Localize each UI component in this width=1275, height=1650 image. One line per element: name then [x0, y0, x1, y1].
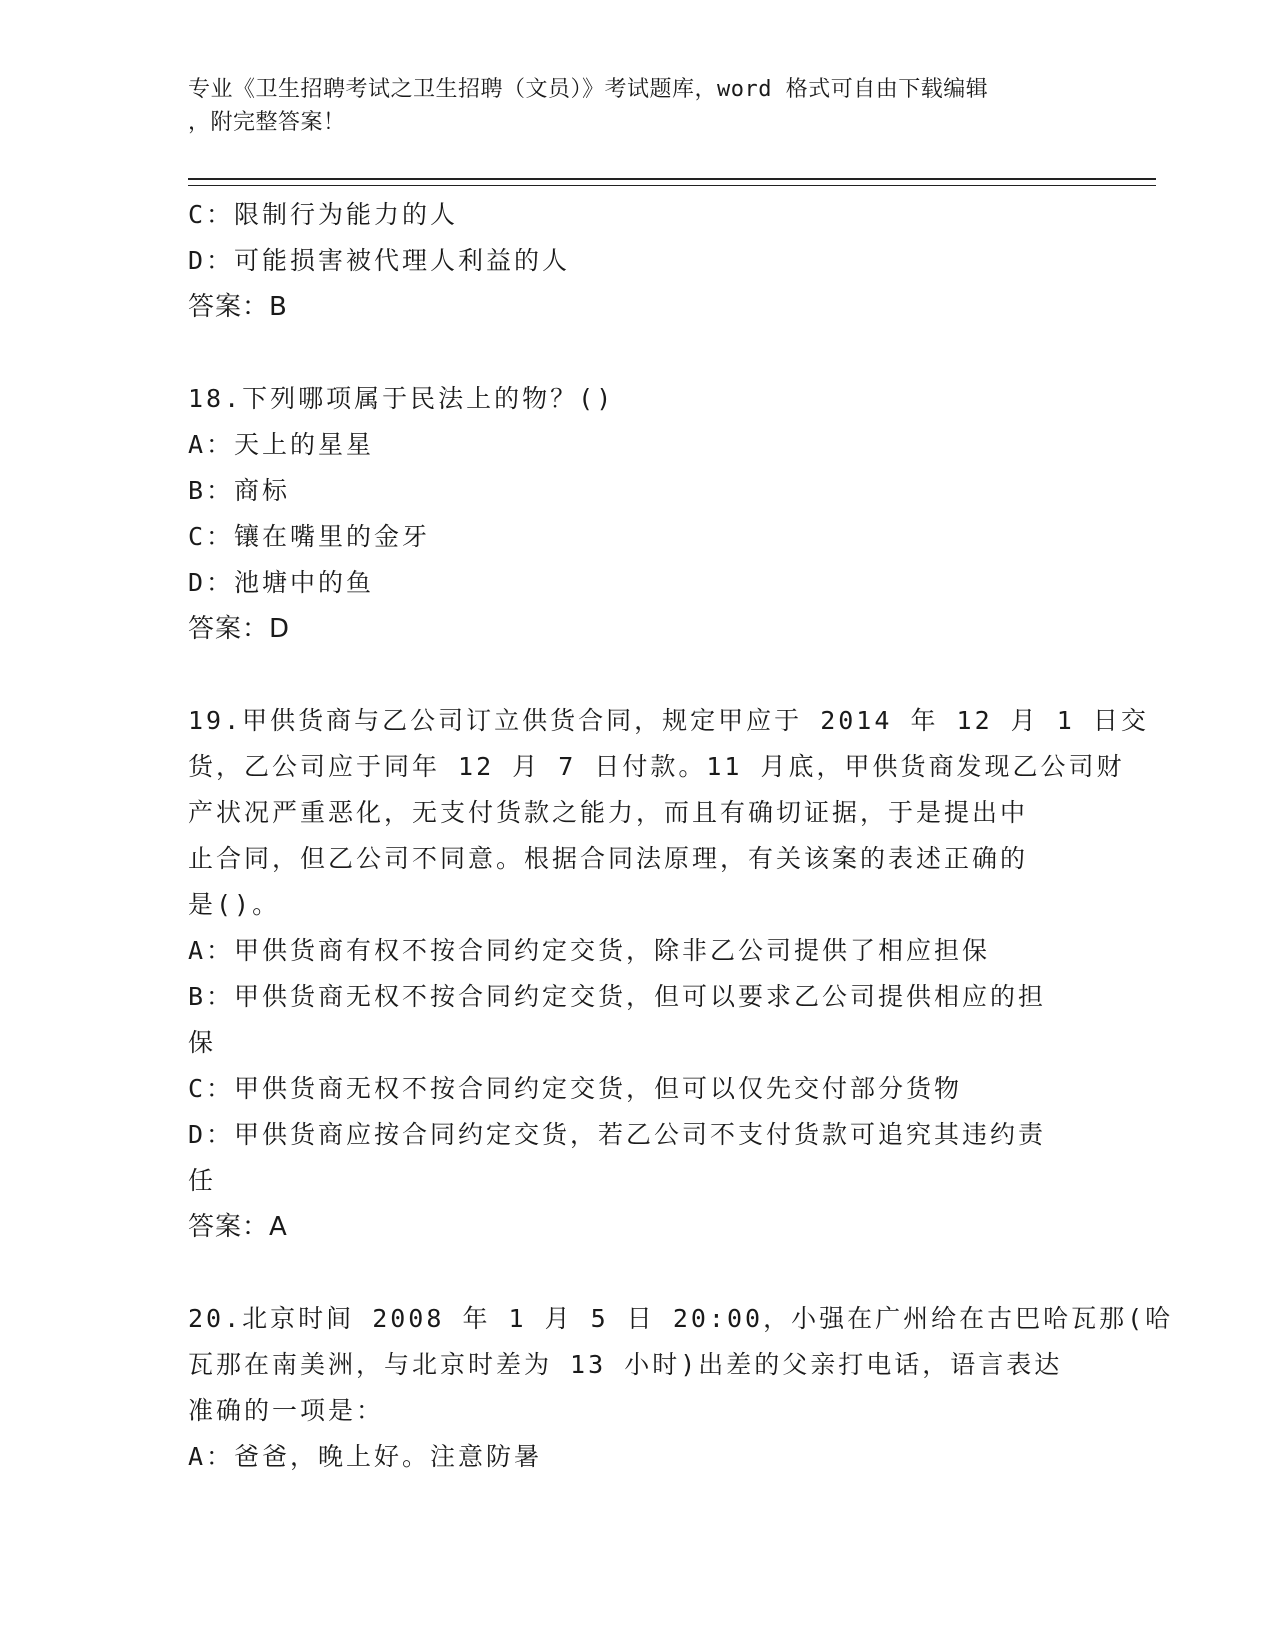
question-19: [188, 698, 1149, 1250]
document-body: [188, 192, 1174, 1480]
q19-question-line: 止合同，但乙公司不同意。根据合同法原理，有关该案的表述正确的: [188, 844, 1029, 873]
q20-question-line: 准确的一项是：: [188, 1396, 385, 1425]
q18-option-a: A：天上的星星: [188, 430, 375, 459]
question-18: [188, 376, 1088, 652]
spacer: [188, 330, 1088, 376]
q18-question: 18.下列哪项属于民法上的物？(): [188, 384, 615, 413]
q20-option-a: A：爸爸，晚上好。注意防暑: [188, 1442, 543, 1471]
q20-question-line: 瓦那在南美洲，与北京时差为 13 小时)出差的父亲打电话，语言表达: [188, 1350, 1063, 1379]
q19-question-line: 产状况严重恶化，无支付货款之能力，而且有确切证据，于是提出中: [188, 798, 1029, 827]
q19-question-line: 是()。: [188, 890, 281, 919]
q18-option-b: B：商标: [188, 476, 291, 505]
q19-option-a: A：甲供货商有权不按合同约定交货，除非乙公司提供了相应担保: [188, 936, 991, 965]
q17-option-d: D：可能损害被代理人利益的人: [188, 246, 571, 275]
header-line-1: 专业《卫生招聘考试之卫生招聘（文员）》考试题库，word 格式可自由下载编辑: [188, 77, 989, 102]
spacer: [188, 652, 1088, 698]
page-header: [188, 73, 1088, 139]
q19-option-b-line: B：甲供货商无权不按合同约定交货，但可以要求乙公司提供相应的担: [188, 982, 1047, 1011]
q19-question-line: 19.甲供货商与乙公司订立供货合同，规定甲应于 2014 年 12 月 1 日交: [188, 706, 1149, 735]
q18-option-d: D：池塘中的鱼: [188, 568, 375, 597]
q17-answer: 答案：B: [188, 292, 288, 322]
header-line-2: ，附完整答案！: [188, 110, 346, 135]
q19-option-d-line: 任: [188, 1166, 217, 1195]
q19-option-b-line: 保: [188, 1028, 217, 1057]
q18-answer: 答案：D: [188, 614, 291, 644]
q19-option-c: C：甲供货商无权不按合同约定交货，但可以仅先交付部分货物: [188, 1074, 963, 1103]
q17-option-c: C：限制行为能力的人: [188, 200, 459, 229]
q19-option-d-line: D：甲供货商应按合同约定交货，若乙公司不支付货款可追究其违约责: [188, 1120, 1047, 1149]
spacer: [188, 1250, 1088, 1296]
q19-answer: 答案：A: [188, 1212, 288, 1242]
header-divider: [188, 178, 1156, 186]
q18-option-c: C：镶在嘴里的金牙: [188, 522, 431, 551]
question-17: [188, 192, 1088, 330]
question-20: [188, 1296, 1174, 1480]
q19-question-line: 货，乙公司应于同年 12 月 7 日付款。11 月底，甲供货商发现乙公司财: [188, 752, 1125, 781]
q20-question-line: 20.北京时间 2008 年 1 月 5 日 20:00，小强在广州给在古巴哈瓦那(哈: [188, 1304, 1174, 1333]
